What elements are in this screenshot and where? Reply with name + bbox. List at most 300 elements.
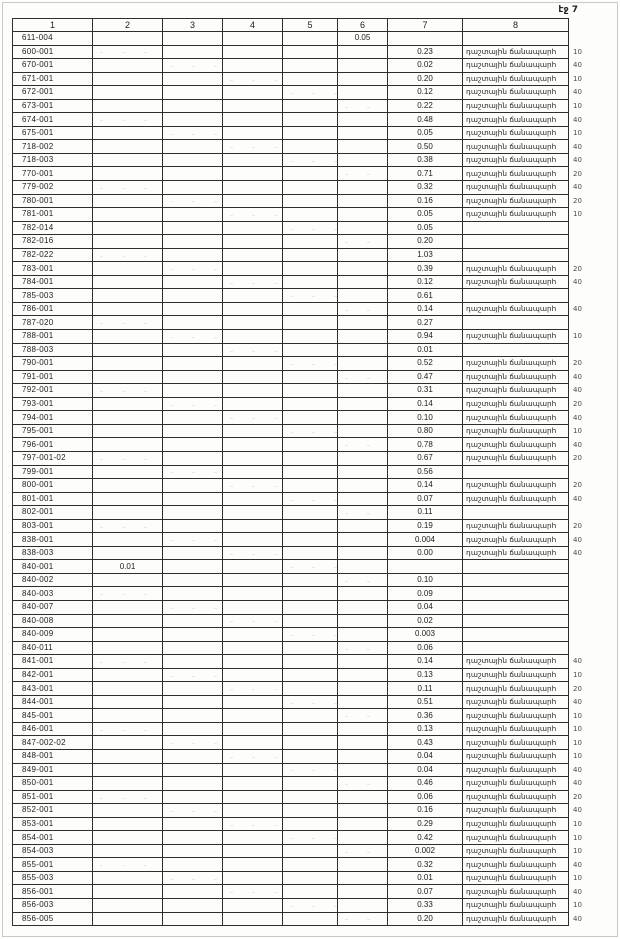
table-row <box>13 194 599 208</box>
cell-col2 <box>93 181 163 195</box>
table-row <box>13 546 599 560</box>
margin-note: 10 <box>573 102 582 110</box>
table-row <box>13 899 599 913</box>
cell-value: 0.94 <box>388 330 463 344</box>
margin-note: 10 <box>573 847 582 856</box>
table-row <box>13 641 599 655</box>
cell-col4 <box>223 668 283 682</box>
cell-value <box>388 32 463 46</box>
cell-col4 <box>223 790 283 804</box>
cell-col2 <box>93 208 163 222</box>
cell-value: 0.05 <box>388 208 463 222</box>
table-row <box>13 384 599 398</box>
cell-road-type: դաշտային ճանապարհ <box>463 858 569 872</box>
margin-note: 40 <box>573 765 582 774</box>
cell-col5 <box>283 614 338 628</box>
column-header-6: 6 <box>338 19 388 32</box>
cell-value: 0.43 <box>388 736 463 750</box>
cell-road-type <box>463 248 569 262</box>
table-row <box>13 465 599 479</box>
column-header-2: 2 <box>93 19 163 32</box>
margin-note <box>569 235 599 249</box>
cell-road-type: դաշտային ճանապարհ <box>463 113 569 127</box>
cell-col3 <box>163 492 223 506</box>
cell-col6 <box>338 628 388 642</box>
cell-col6 <box>338 451 388 465</box>
cell-value: 0.61 <box>388 289 463 303</box>
margin-note <box>569 316 599 330</box>
margin-note <box>569 506 599 520</box>
cell-col5 <box>283 682 338 696</box>
cell-road-type <box>463 560 569 574</box>
cell-col6 <box>338 533 388 547</box>
cell-col6 <box>338 167 388 181</box>
cell-col2 <box>93 424 163 438</box>
table-row <box>13 424 599 438</box>
table-row <box>13 804 599 818</box>
cell-road-type: դաշտային ճանապարհ <box>463 72 569 86</box>
cell-col5 <box>283 709 338 723</box>
cell-value: 0.80 <box>388 424 463 438</box>
cell-col2 <box>93 695 163 709</box>
cell-col3 <box>163 465 223 479</box>
cell-col6 <box>338 519 388 533</box>
cell-col4 <box>223 316 283 330</box>
cell-col5 <box>283 384 338 398</box>
margin-note <box>569 289 599 303</box>
cell-col3 <box>163 831 223 845</box>
cell-col5 <box>283 370 338 384</box>
cell-col3 <box>163 140 223 154</box>
cell-col3 <box>163 397 223 411</box>
cell-col6 <box>338 695 388 709</box>
cell-col5 <box>283 479 338 493</box>
cell-col3 <box>163 844 223 858</box>
cell-value: 0.36 <box>388 709 463 723</box>
table-row <box>13 817 599 831</box>
cell-col2 <box>93 506 163 520</box>
table-body <box>13 32 599 926</box>
cell-col3 <box>163 208 223 222</box>
margin-note: 20 <box>573 684 582 693</box>
cell-value: 0.19 <box>388 519 463 533</box>
cell-road-type: դաշտային ճանապարհ <box>463 479 569 493</box>
cell-code: 611-004 <box>13 32 93 46</box>
table-row <box>13 181 599 195</box>
margin-note: 20 <box>573 481 582 490</box>
cell-col3 <box>163 614 223 628</box>
cell-col2 <box>93 248 163 262</box>
cell-road-type: դաշտային ճանապարհ <box>463 790 569 804</box>
cell-col6: 0.05 <box>338 32 388 46</box>
cell-col4 <box>223 777 283 791</box>
cell-col5 <box>283 153 338 167</box>
cell-col6 <box>338 302 388 316</box>
cell-code: 792-001 <box>13 384 93 398</box>
cell-code: 840-011 <box>13 641 93 655</box>
cell-road-type: դաշտային ճանապարհ <box>463 126 569 140</box>
cell-col2 <box>93 289 163 303</box>
cell-value: 0.002 <box>388 844 463 858</box>
cell-col6 <box>338 343 388 357</box>
cell-code: 671-001 <box>13 72 93 86</box>
cell-col2 <box>93 722 163 736</box>
cell-col4 <box>223 560 283 574</box>
cell-col4 <box>223 479 283 493</box>
cell-col4 <box>223 411 283 425</box>
cell-col4 <box>223 492 283 506</box>
cell-road-type: դաշտային ճանապարհ <box>463 546 569 560</box>
cell-value: 0.10 <box>388 573 463 587</box>
margin-note: 40 <box>573 698 582 707</box>
cell-col5 <box>283 32 338 46</box>
cell-col3 <box>163 600 223 614</box>
cell-road-type: դաշտային ճանապարհ <box>463 45 569 59</box>
cell-col2 <box>93 113 163 127</box>
cell-road-type: դաշտային ճանապարհ <box>463 181 569 195</box>
cell-col5 <box>283 397 338 411</box>
cell-value: 1.03 <box>388 248 463 262</box>
cell-col5 <box>283 45 338 59</box>
cell-col2 <box>93 411 163 425</box>
cell-col2 <box>93 438 163 452</box>
cell-value: 0.004 <box>388 533 463 547</box>
cell-col5 <box>283 777 338 791</box>
table-row <box>13 235 599 249</box>
cell-road-type <box>463 289 569 303</box>
table-row <box>13 573 599 587</box>
margin-note: 40 <box>573 305 582 314</box>
cell-code: 854-003 <box>13 844 93 858</box>
cell-road-type: դաշտային ճանապարհ <box>463 668 569 682</box>
table-row <box>13 858 599 872</box>
cell-col3 <box>163 221 223 235</box>
cell-value: 0.20 <box>388 235 463 249</box>
cell-value: 0.14 <box>388 302 463 316</box>
cell-col6 <box>338 221 388 235</box>
cell-col3 <box>163 86 223 100</box>
cell-col6 <box>338 140 388 154</box>
cell-road-type <box>463 628 569 642</box>
cell-code: 854-001 <box>13 831 93 845</box>
cell-col3 <box>163 330 223 344</box>
margin-note: 40 <box>573 657 582 666</box>
cell-col3 <box>163 126 223 140</box>
cell-code: 848-001 <box>13 749 93 763</box>
cell-col4 <box>223 831 283 845</box>
cell-col5 <box>283 424 338 438</box>
cell-col6 <box>338 763 388 777</box>
column-header-1: 1 <box>13 19 93 32</box>
table-row <box>13 479 599 493</box>
cell-value: 0.01 <box>388 871 463 885</box>
cell-col2 <box>93 32 163 46</box>
cell-col6 <box>338 871 388 885</box>
cell-col6 <box>338 573 388 587</box>
cell-col2 <box>93 736 163 750</box>
cell-col4 <box>223 99 283 113</box>
cell-col4 <box>223 289 283 303</box>
cell-value: 0.07 <box>388 492 463 506</box>
margin-note: 20 <box>573 400 582 409</box>
cell-col3 <box>163 370 223 384</box>
cell-col2 <box>93 546 163 560</box>
cell-road-type: դաշտային ճանապարհ <box>463 519 569 533</box>
cell-col4 <box>223 614 283 628</box>
cell-road-type: դաշտային ճանապարհ <box>463 330 569 344</box>
cell-col6 <box>338 384 388 398</box>
cell-road-type: դաշտային ճանապարհ <box>463 722 569 736</box>
cell-code: 783-001 <box>13 262 93 276</box>
table-row <box>13 519 599 533</box>
cell-code: 855-003 <box>13 871 93 885</box>
cell-col4 <box>223 235 283 249</box>
cell-col4 <box>223 722 283 736</box>
cell-code: 856-003 <box>13 899 93 913</box>
cell-col6 <box>338 72 388 86</box>
margin-note: 10 <box>573 874 582 883</box>
cell-road-type: դաշտային ճանապարհ <box>463 749 569 763</box>
cell-value: 0.48 <box>388 113 463 127</box>
table-row <box>13 126 599 140</box>
cell-col3 <box>163 343 223 357</box>
cell-col5 <box>283 289 338 303</box>
cell-col4 <box>223 871 283 885</box>
cell-col4 <box>223 533 283 547</box>
cell-col2 <box>93 221 163 235</box>
cell-road-type: դաշտային ճանապարհ <box>463 451 569 465</box>
cell-col4 <box>223 899 283 913</box>
cell-value: 0.12 <box>388 86 463 100</box>
cell-col4 <box>223 275 283 289</box>
cell-col4 <box>223 248 283 262</box>
cell-col2 <box>93 600 163 614</box>
margin-note: 20 <box>573 359 582 368</box>
cell-code: 770-001 <box>13 167 93 181</box>
table-row <box>13 628 599 642</box>
cell-col2 <box>93 519 163 533</box>
cell-code: 845-001 <box>13 709 93 723</box>
cell-road-type: դաշտային ճանապարհ <box>463 194 569 208</box>
cell-col6 <box>338 194 388 208</box>
cell-col4 <box>223 126 283 140</box>
cell-value: 0.46 <box>388 777 463 791</box>
cell-road-type: դաշտային ճանապարհ <box>463 275 569 289</box>
cell-value: 0.09 <box>388 587 463 601</box>
cell-value: 0.39 <box>388 262 463 276</box>
cell-col2 <box>93 45 163 59</box>
cell-road-type: դաշտային ճանապարհ <box>463 411 569 425</box>
cell-road-type: դաշտային ճանապարհ <box>463 167 569 181</box>
cell-value: 0.42 <box>388 831 463 845</box>
cell-col2 <box>93 709 163 723</box>
cell-col6 <box>338 316 388 330</box>
cell-col3 <box>163 289 223 303</box>
cell-value <box>388 560 463 574</box>
cell-col4 <box>223 451 283 465</box>
cell-col6 <box>338 492 388 506</box>
margin-note <box>569 641 599 655</box>
cell-col6 <box>338 153 388 167</box>
cell-road-type: դաշտային ճանապարհ <box>463 302 569 316</box>
cell-road-type: դաշտային ճանապարհ <box>463 682 569 696</box>
cell-col3 <box>163 546 223 560</box>
cell-col2 <box>93 194 163 208</box>
cell-road-type: դաշտային ճանապարհ <box>463 844 569 858</box>
cell-col3 <box>163 858 223 872</box>
cell-col4 <box>223 32 283 46</box>
cell-value: 0.67 <box>388 451 463 465</box>
table-row <box>13 614 599 628</box>
cell-col4 <box>223 194 283 208</box>
cell-col2 <box>93 804 163 818</box>
cell-road-type: դաշտային ճանապարհ <box>463 736 569 750</box>
cell-col5 <box>283 519 338 533</box>
cell-road-type: դաշտային ճանապարհ <box>463 533 569 547</box>
cell-code: 844-001 <box>13 695 93 709</box>
cell-value: 0.003 <box>388 628 463 642</box>
page-number-label: էջ 7 <box>558 5 578 15</box>
cell-col2 <box>93 628 163 642</box>
cell-value: 0.32 <box>388 181 463 195</box>
cell-code: 852-001 <box>13 804 93 818</box>
margin-note: 40 <box>573 440 582 449</box>
cell-road-type <box>463 316 569 330</box>
cell-road-type <box>463 600 569 614</box>
cell-col3 <box>163 32 223 46</box>
table-row <box>13 668 599 682</box>
cell-col3 <box>163 506 223 520</box>
cell-col2 <box>93 777 163 791</box>
margin-note: 10 <box>573 711 582 720</box>
cell-code: 801-001 <box>13 492 93 506</box>
margin-note <box>569 560 599 574</box>
table-row <box>13 506 599 520</box>
cell-code: 674-001 <box>13 113 93 127</box>
cell-col4 <box>223 181 283 195</box>
margin-header-spacer <box>569 19 599 32</box>
cell-value: 0.32 <box>388 858 463 872</box>
cell-road-type: դաշտային ճանապարհ <box>463 357 569 371</box>
cell-code: 718-002 <box>13 140 93 154</box>
cell-road-type: դաշտային ճանապարհ <box>463 695 569 709</box>
cell-code: 600-001 <box>13 45 93 59</box>
cell-col3 <box>163 641 223 655</box>
table-row <box>13 763 599 777</box>
cell-col5 <box>283 208 338 222</box>
margin-note: 20 <box>573 454 582 463</box>
cell-col5 <box>283 99 338 113</box>
cell-col4 <box>223 465 283 479</box>
column-header-3: 3 <box>163 19 223 32</box>
cell-col4 <box>223 343 283 357</box>
table-row <box>13 330 599 344</box>
cell-col4 <box>223 302 283 316</box>
cell-code: 793-001 <box>13 397 93 411</box>
cell-col2: 0.01 <box>93 560 163 574</box>
cell-col6 <box>338 275 388 289</box>
cell-col6 <box>338 614 388 628</box>
cell-code: 840-009 <box>13 628 93 642</box>
cell-value: 0.16 <box>388 804 463 818</box>
cell-col2 <box>93 885 163 899</box>
table-row <box>13 86 599 100</box>
margin-note: 40 <box>573 887 582 896</box>
margin-note: 40 <box>573 914 582 923</box>
cell-col2 <box>93 330 163 344</box>
margin-note: 40 <box>573 372 582 381</box>
cell-value: 0.11 <box>388 506 463 520</box>
cell-col6 <box>338 479 388 493</box>
cell-road-type: դաշտային ճանապարհ <box>463 492 569 506</box>
cell-col3 <box>163 790 223 804</box>
table-row <box>13 722 599 736</box>
cell-road-type: դաշտային ճանապարհ <box>463 763 569 777</box>
cell-value: 0.38 <box>388 153 463 167</box>
cell-value: 0.78 <box>388 438 463 452</box>
cell-col4 <box>223 628 283 642</box>
cell-col4 <box>223 357 283 371</box>
cell-col4 <box>223 573 283 587</box>
cell-col6 <box>338 831 388 845</box>
cell-col6 <box>338 181 388 195</box>
cell-col5 <box>283 871 338 885</box>
margin-note <box>569 32 599 46</box>
cell-value: 0.12 <box>388 275 463 289</box>
cell-road-type: դաշտային ճանապարհ <box>463 397 569 411</box>
cell-code: 800-001 <box>13 479 93 493</box>
table-row <box>13 587 599 601</box>
cell-value: 0.20 <box>388 912 463 926</box>
cell-col3 <box>163 316 223 330</box>
cell-col2 <box>93 357 163 371</box>
cell-col2 <box>93 302 163 316</box>
cell-code: 781-001 <box>13 208 93 222</box>
cell-col4 <box>223 113 283 127</box>
cell-col5 <box>283 59 338 73</box>
cell-col2 <box>93 465 163 479</box>
column-header-7: 7 <box>388 19 463 32</box>
cell-col3 <box>163 695 223 709</box>
cell-col5 <box>283 899 338 913</box>
cell-code: 785-003 <box>13 289 93 303</box>
cell-col6 <box>338 424 388 438</box>
cell-code: 856-005 <box>13 912 93 926</box>
cell-value: 0.52 <box>388 357 463 371</box>
cell-col6 <box>338 749 388 763</box>
cell-col6 <box>338 600 388 614</box>
cell-value: 0.56 <box>388 465 463 479</box>
cell-col4 <box>223 140 283 154</box>
cell-col5 <box>283 749 338 763</box>
cell-col4 <box>223 384 283 398</box>
cell-col2 <box>93 682 163 696</box>
cell-road-type <box>463 641 569 655</box>
cell-code: 796-001 <box>13 438 93 452</box>
cell-col6 <box>338 248 388 262</box>
cell-col5 <box>283 628 338 642</box>
cell-value: 0.10 <box>388 411 463 425</box>
cell-col5 <box>283 695 338 709</box>
cell-code: 846-001 <box>13 722 93 736</box>
cell-col2 <box>93 384 163 398</box>
cell-col5 <box>283 885 338 899</box>
cell-col2 <box>93 397 163 411</box>
cell-col2 <box>93 316 163 330</box>
margin-note: 10 <box>573 819 582 828</box>
cell-col2 <box>93 871 163 885</box>
cell-col4 <box>223 858 283 872</box>
